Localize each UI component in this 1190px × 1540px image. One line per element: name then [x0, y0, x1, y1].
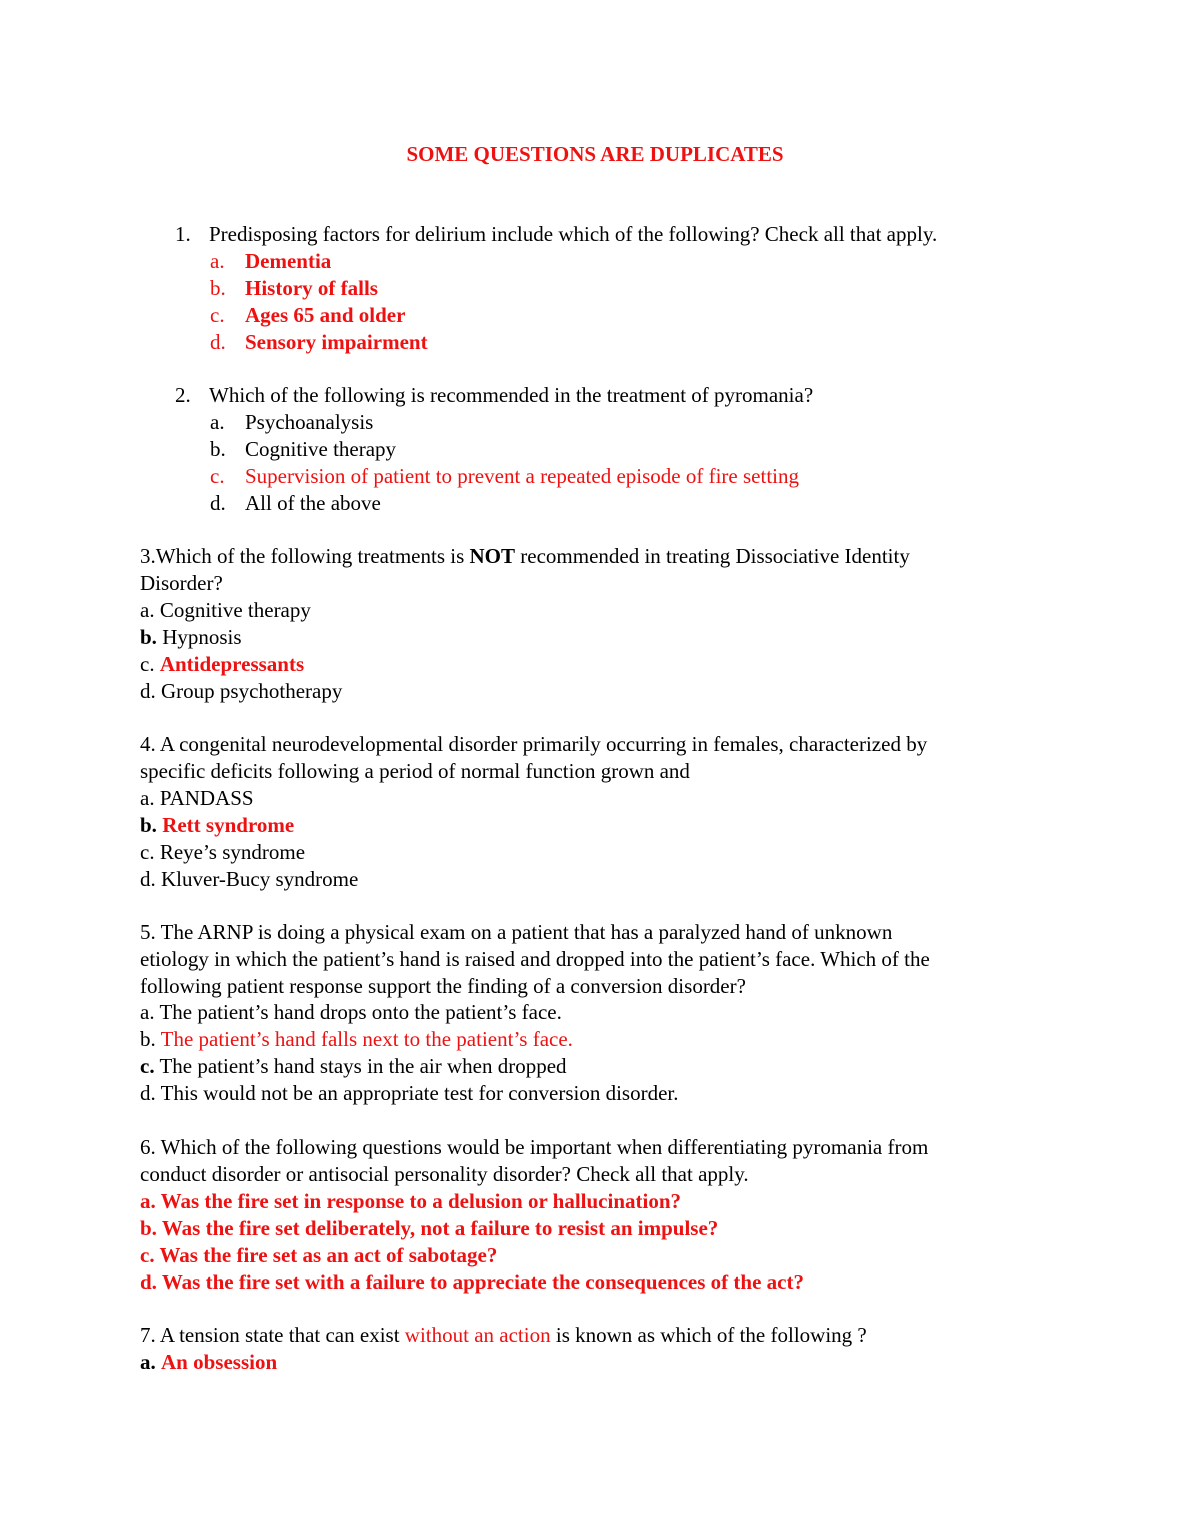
option [140, 785, 254, 812]
option [140, 1188, 681, 1215]
page-title: SOME QUESTIONS ARE DUPLICATES [406, 142, 784, 166]
option-text: Sensory impairment [245, 330, 428, 354]
option [140, 1269, 804, 1296]
option-letter: b. [210, 276, 226, 300]
option [140, 1026, 573, 1053]
option-letter: d. [140, 867, 156, 891]
question-text-line3: following patient response support the finding of a conversion disorder? [140, 974, 746, 998]
option [140, 1242, 497, 1269]
option-letter: c. [210, 303, 225, 327]
option-text: Rett syndrome [162, 813, 295, 837]
option-letter: c. [140, 652, 155, 676]
option-letter: a. [140, 1000, 155, 1024]
question-text: 6. Which of the following questions would be important when differentiating pyromania from [140, 1135, 929, 1159]
option-text: An obsession [161, 1350, 278, 1374]
option-letter: b. [210, 437, 226, 461]
option-text: The patient’s hand drops onto the patient’s face. [159, 1000, 562, 1024]
option [140, 678, 342, 705]
option [140, 597, 311, 624]
option-text: Was the fire set as an act of sabotage? [159, 1243, 498, 1267]
option [140, 624, 242, 651]
question-text-line2: specific deficits following a period of normal function grown and [140, 759, 690, 783]
question-number: 2. [175, 383, 191, 407]
question-number: 1. [175, 222, 191, 246]
option-letter: a. [210, 249, 225, 273]
question-text [140, 543, 910, 570]
question-text-line2: conduct disorder or antisocial personality disorder? Check all that apply. [140, 1162, 749, 1186]
option-text: The patient’s hand stays in the air when dropped [159, 1054, 567, 1078]
option-letter: d. [140, 1081, 156, 1105]
option-text: PANDASS [159, 786, 254, 810]
option-letter: d. [210, 330, 226, 354]
option-text: Antidepressants [159, 652, 305, 676]
option [140, 866, 358, 893]
option-letter: c. [210, 464, 225, 488]
option-letter: b. [140, 625, 157, 649]
question-text: 5. The ARNP is doing a physical exam on a patient that has a paralyzed hand of unknown [140, 920, 893, 944]
option-text: The patient’s hand falls next to the patient’s face. [160, 1027, 573, 1051]
question-text-part: recommended in treating Dissociative Identity [515, 544, 910, 568]
option-letter: b. [140, 1216, 157, 1240]
option-text: Ages 65 and older [245, 303, 406, 327]
option [140, 651, 304, 678]
option-text: Psychoanalysis [245, 410, 374, 434]
question-text-part: 7. A tension state that can exist [140, 1323, 405, 1347]
question-text [140, 1322, 867, 1349]
option-letter: d. [140, 679, 156, 703]
option-letter: c. [140, 1243, 155, 1267]
option-letter: c. [140, 1054, 155, 1078]
option-text: Cognitive therapy [245, 437, 397, 461]
option-text: Dementia [245, 249, 332, 273]
question-text-part: is known as which of the following ? [550, 1323, 867, 1347]
option-text: Cognitive therapy [159, 598, 311, 622]
option [140, 1053, 567, 1080]
option-letter: b. [140, 813, 157, 837]
question-text-part: 3.Which of the following treatments is [140, 544, 470, 568]
option-letter: a. [140, 786, 155, 810]
option-text: Was the fire set in response to a delusion or hallucination? [160, 1189, 682, 1213]
option-letter: d. [210, 491, 226, 515]
option-text: This would not be an appropriate test for conversion disorder. [160, 1081, 679, 1105]
option [140, 1349, 277, 1376]
option [140, 839, 305, 866]
option-text: Was the fire set deliberately, not a failure to resist an impulse? [161, 1216, 719, 1240]
option-letter: a. [140, 1350, 156, 1374]
option-text: All of the above [245, 491, 381, 515]
option-letter: a. [140, 1189, 156, 1213]
option-letter: a. [210, 410, 225, 434]
option [140, 1215, 718, 1242]
option [140, 999, 562, 1026]
question-highlight: without an action [404, 1323, 551, 1347]
option-text: Kluver-Bucy syndrome [161, 867, 359, 891]
option-text: Supervision of patient to prevent a repeated episode of fire setting [245, 464, 799, 488]
option-text: Hypnosis [162, 625, 242, 649]
question-text: Predisposing factors for delirium include which of the following? Check all that apply. [209, 222, 938, 246]
question-text-line2: etiology in which the patient’s hand is raised and dropped into the patient’s face. Which of the [140, 947, 930, 971]
option [140, 812, 294, 839]
option-text: History of falls [245, 276, 378, 300]
option-text: Group psychotherapy [161, 679, 343, 703]
option-text: Was the fire set with a failure to appreciate the consequences of the act? [161, 1270, 804, 1294]
question-text-line2: Disorder? [140, 571, 223, 595]
question-text: 4. A congenital neurodevelopmental disorder primarily occurring in females, characterized by [140, 732, 928, 756]
option-letter: d. [140, 1270, 157, 1294]
question-emphasis: NOT [469, 544, 516, 568]
option-letter: a. [140, 598, 155, 622]
option [140, 1080, 679, 1107]
option-letter: b. [140, 1027, 156, 1051]
question-text: Which of the following is recommended in the treatment of pyromania? [209, 383, 814, 407]
option-text: Reye’s syndrome [159, 840, 306, 864]
option-letter: c. [140, 840, 155, 864]
